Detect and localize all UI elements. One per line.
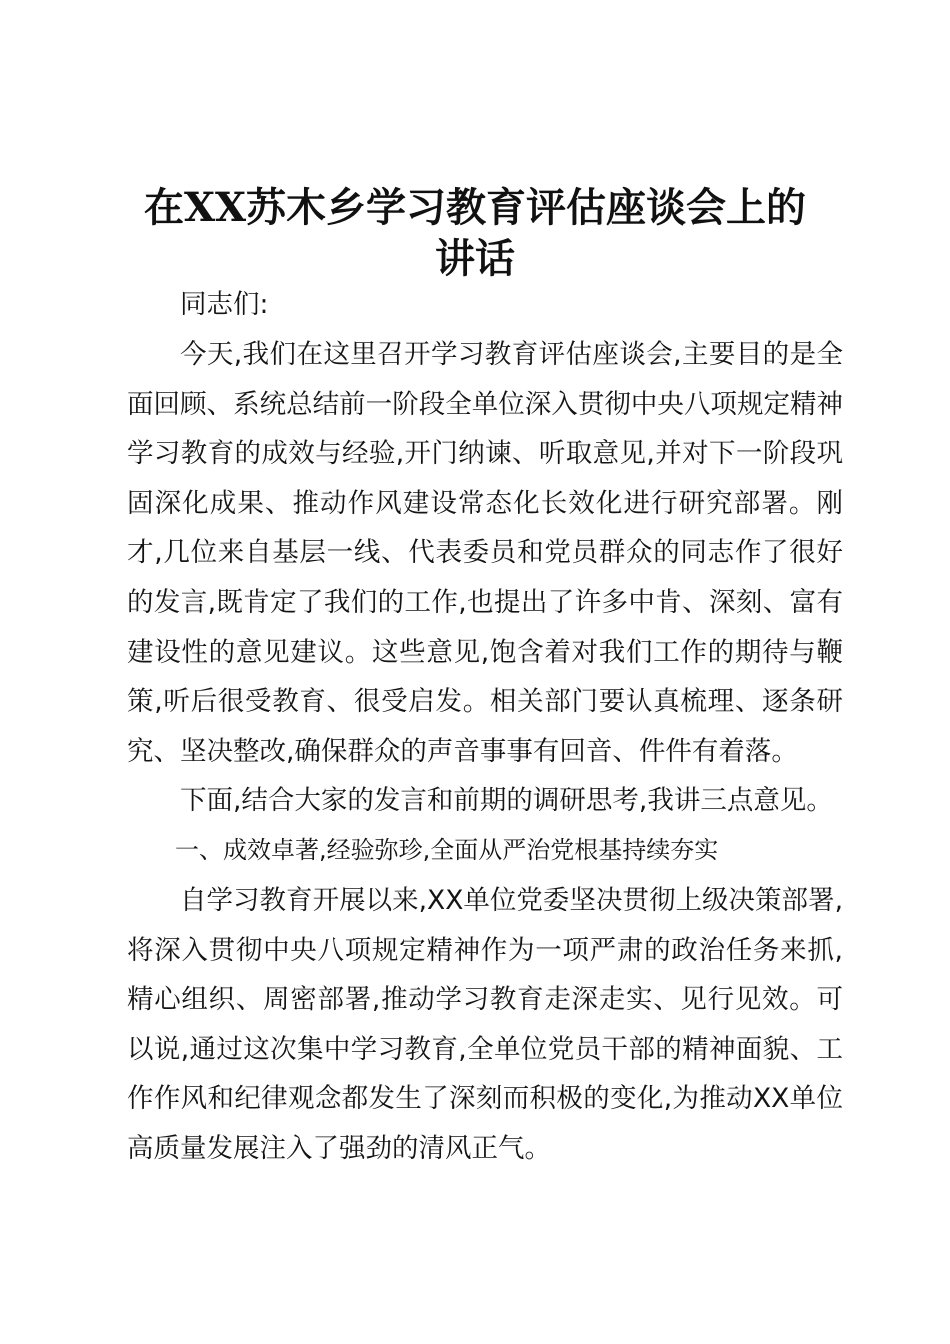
- paragraph-intro-points: 下面,结合大家的发言和前期的调研思考,我讲三点意见。: [180, 785, 833, 816]
- section-heading-1: 一、成效卓著,经验弥珍,全面从严治党根基持续夯实: [175, 836, 719, 864]
- paragraph-section1-body: 自学习教育开展以来,XX单位党委坚决贯彻上级决策部署,将深入贯彻中央八项规定精神作为一项严肃的政治任务来抓,精心组织、周密部署,推动学习教育走深走实、见行见效。可以说,通过这次集中学习教育,全单位党员干部的精神面貌、工作作风和纪律观念都发生了深刻而积极的变化,为推动XX单位高质量发展注入了强劲的清风正气。: [127, 885, 843, 1164]
- document-title-line-2: 讲话: [435, 235, 515, 282]
- paragraph-opening: 今天,我们在这里召开学习教育评估座谈会,主要目的是全面回顾、系统总结前一阶段全单位深入贯彻中央八项规定精神学习教育的成效与经验,开门纳谏、听取意见,并对下一阶段巩固深化成果、推动作风建设常态化长效化进行研究部署。刚才,几位来自基层一线、代表委员和党员群众的同志作了很好的发言,既肯定了我们的工作,也提出了许多中肯、深刻、富有建设性的意见建议。这些意见,饱含着对我们工作的期待与鞭策,听后很受教育、很受启发。相关部门要认真梳理、逐条研究、坚决整改,确保群众的声音事事有回音、件件有着落。: [127, 339, 843, 767]
- document-title-line-1: 在XX苏木乡学习教育评估座谈会上的: [143, 184, 807, 231]
- salutation: 同志们:: [180, 289, 269, 320]
